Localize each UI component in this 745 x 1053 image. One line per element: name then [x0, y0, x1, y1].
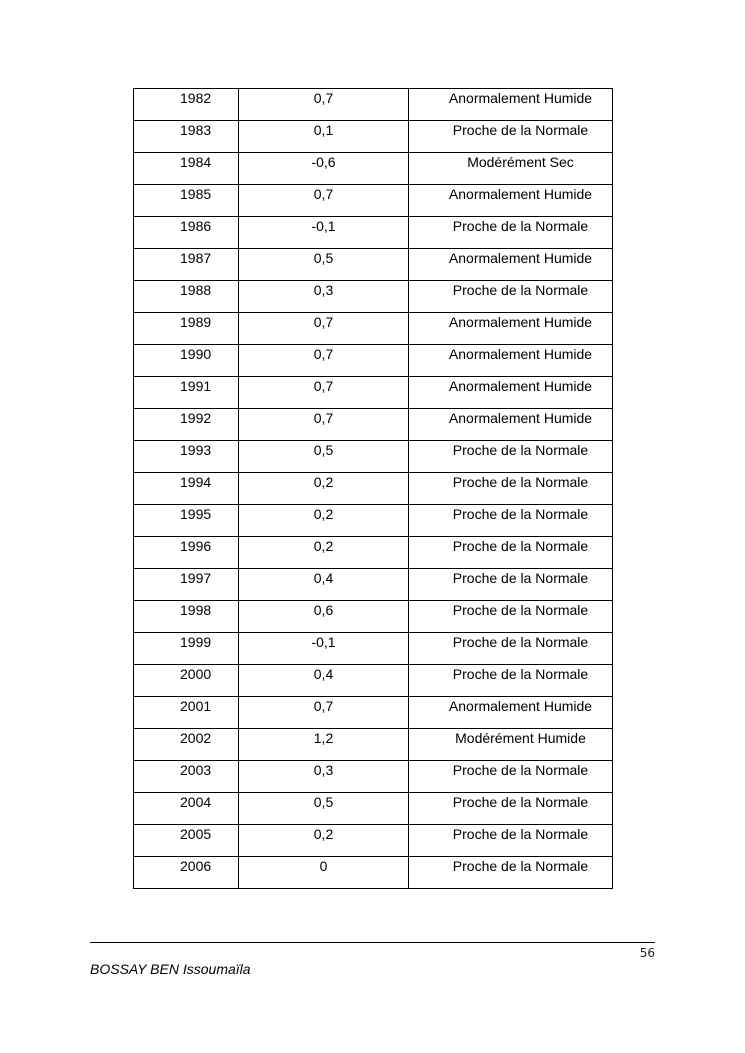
- classification-cell: [409, 601, 613, 633]
- footer-rule: [90, 942, 655, 943]
- table-row: [134, 761, 613, 793]
- year-cell-text: 1996: [180, 538, 212, 554]
- value-cell-text: 0,2: [313, 538, 334, 554]
- value-cell: [239, 601, 409, 633]
- classification-cell-text: Anormalement Humide: [448, 250, 593, 266]
- table-body: [134, 89, 613, 889]
- value-cell: [239, 121, 409, 153]
- value-cell: [239, 409, 409, 441]
- table-row: [134, 345, 613, 377]
- year-cell-text: 1984: [180, 154, 212, 170]
- table-row: [134, 249, 613, 281]
- table-row: [134, 697, 613, 729]
- value-cell-text: 0,4: [313, 570, 334, 586]
- year-cell: [134, 697, 239, 729]
- classification-cell-text: Proche de la Normale: [452, 762, 589, 778]
- classification-cell-text: Proche de la Normale: [452, 858, 589, 874]
- year-cell-text: 2004: [180, 794, 212, 810]
- year-cell-text: 1995: [180, 506, 212, 522]
- year-cell: [134, 409, 239, 441]
- table-row: [134, 409, 613, 441]
- table-row: [134, 505, 613, 537]
- year-cell-text: 1997: [180, 570, 212, 586]
- table-row: [134, 121, 613, 153]
- value-cell: [239, 441, 409, 473]
- year-cell: [134, 89, 239, 121]
- classification-cell: [409, 857, 613, 889]
- classification-cell-text: Anormalement Humide: [448, 90, 593, 106]
- value-cell: [239, 825, 409, 857]
- table-row: [134, 537, 613, 569]
- year-cell: [134, 761, 239, 793]
- classification-cell: [409, 313, 613, 345]
- classification-cell: [409, 825, 613, 857]
- classification-cell-text: Anormalement Humide: [448, 410, 593, 426]
- year-cell: [134, 473, 239, 505]
- year-cell-text: 1994: [180, 474, 212, 490]
- value-cell-text: 0,5: [313, 442, 334, 458]
- classification-cell: [409, 121, 613, 153]
- value-cell-text: 0,6: [313, 602, 334, 618]
- classification-cell: [409, 185, 613, 217]
- value-cell: [239, 313, 409, 345]
- value-cell: [239, 857, 409, 889]
- classification-cell: [409, 473, 613, 505]
- classification-cell-text: Proche de la Normale: [452, 826, 589, 842]
- classification-cell: [409, 409, 613, 441]
- classification-cell-text: Proche de la Normale: [452, 442, 589, 458]
- page-number: 56: [639, 946, 655, 960]
- year-cell-text: 2001: [180, 698, 212, 714]
- value-cell-text: 0,7: [313, 346, 334, 362]
- value-cell: [239, 281, 409, 313]
- classification-cell: [409, 537, 613, 569]
- year-cell-text: 2003: [180, 762, 212, 778]
- spi-table: [133, 88, 613, 889]
- footer-author: BOSSAY BEN Issoumaïla: [90, 961, 251, 977]
- classification-cell: [409, 217, 613, 249]
- table-row: [134, 857, 613, 889]
- value-cell: [239, 665, 409, 697]
- table-row: [134, 89, 613, 121]
- classification-cell: [409, 249, 613, 281]
- value-cell: [239, 569, 409, 601]
- classification-cell-text: Anormalement Humide: [448, 314, 593, 330]
- value-cell: [239, 633, 409, 665]
- classification-cell-text: Modérément Sec: [467, 154, 574, 170]
- year-cell: [134, 601, 239, 633]
- classification-cell: [409, 761, 613, 793]
- value-cell: [239, 249, 409, 281]
- value-cell: [239, 473, 409, 505]
- value-cell-text: 0,7: [313, 314, 334, 330]
- classification-cell-text: Proche de la Normale: [452, 474, 589, 490]
- classification-cell: [409, 793, 613, 825]
- value-cell-text: 0,2: [313, 474, 334, 490]
- year-cell: [134, 441, 239, 473]
- value-cell: [239, 793, 409, 825]
- table-row: [134, 601, 613, 633]
- value-cell-text: 0,7: [313, 186, 334, 202]
- value-cell: [239, 377, 409, 409]
- year-cell-text: 1986: [180, 218, 212, 234]
- classification-cell: [409, 633, 613, 665]
- value-cell: [239, 537, 409, 569]
- classification-cell-text: Modérément Humide: [455, 730, 586, 746]
- classification-cell-text: Anormalement Humide: [448, 186, 593, 202]
- classification-cell: [409, 697, 613, 729]
- year-cell-text: 1985: [180, 186, 212, 202]
- year-cell-text: 1993: [180, 442, 212, 458]
- year-cell: [134, 153, 239, 185]
- year-cell-text: 2000: [180, 666, 212, 682]
- year-cell: [134, 505, 239, 537]
- value-cell-text: 0,2: [313, 826, 334, 842]
- table-row: [134, 377, 613, 409]
- table-row: [134, 569, 613, 601]
- table-row: [134, 473, 613, 505]
- value-cell-text: 0,5: [313, 794, 334, 810]
- year-cell-text: 2006: [180, 858, 212, 874]
- value-cell: [239, 153, 409, 185]
- classification-cell-text: Proche de la Normale: [452, 570, 589, 586]
- value-cell-text: -0,1: [311, 218, 336, 234]
- table-row: [134, 313, 613, 345]
- year-cell: [134, 377, 239, 409]
- value-cell: [239, 761, 409, 793]
- table-row: [134, 729, 613, 761]
- table-row: [134, 665, 613, 697]
- year-cell-text: 2005: [180, 826, 212, 842]
- year-cell-text: 1990: [180, 346, 212, 362]
- classification-cell: [409, 441, 613, 473]
- table-row: [134, 793, 613, 825]
- value-cell-text: 0,7: [313, 410, 334, 426]
- value-cell-text: 0,1: [313, 122, 334, 138]
- table-row: [134, 217, 613, 249]
- value-cell: [239, 729, 409, 761]
- classification-cell: [409, 377, 613, 409]
- year-cell: [134, 665, 239, 697]
- year-cell: [134, 857, 239, 889]
- year-cell: [134, 569, 239, 601]
- value-cell-text: 0,7: [313, 698, 334, 714]
- table-row: [134, 825, 613, 857]
- classification-cell: [409, 345, 613, 377]
- classification-cell-text: Proche de la Normale: [452, 122, 589, 138]
- classification-cell-text: Proche de la Normale: [452, 666, 589, 682]
- table-row: [134, 633, 613, 665]
- year-cell-text: 1982: [180, 90, 212, 106]
- value-cell: [239, 185, 409, 217]
- year-cell: [134, 121, 239, 153]
- year-cell: [134, 793, 239, 825]
- year-cell: [134, 281, 239, 313]
- value-cell-text: -0,6: [311, 154, 336, 170]
- value-cell-text: 0,3: [313, 762, 334, 778]
- value-cell-text: 0,4: [313, 666, 334, 682]
- year-cell-text: 1988: [180, 282, 212, 298]
- year-cell: [134, 249, 239, 281]
- value-cell: [239, 217, 409, 249]
- year-cell-text: 1999: [180, 634, 212, 650]
- year-cell: [134, 217, 239, 249]
- table-row: [134, 153, 613, 185]
- table-row: [134, 441, 613, 473]
- classification-cell: [409, 89, 613, 121]
- classification-cell: [409, 729, 613, 761]
- year-cell: [134, 729, 239, 761]
- year-cell-text: 1992: [180, 410, 212, 426]
- classification-cell: [409, 665, 613, 697]
- classification-cell: [409, 153, 613, 185]
- value-cell-text: -0,1: [311, 634, 336, 650]
- classification-cell-text: Proche de la Normale: [452, 506, 589, 522]
- year-cell-text: 1998: [180, 602, 212, 618]
- table-row: [134, 185, 613, 217]
- classification-cell: [409, 569, 613, 601]
- year-cell: [134, 537, 239, 569]
- year-cell: [134, 345, 239, 377]
- year-cell-text: 1983: [180, 122, 212, 138]
- classification-cell-text: Proche de la Normale: [452, 538, 589, 554]
- classification-cell-text: Anormalement Humide: [448, 346, 593, 362]
- year-cell-text: 1987: [180, 250, 212, 266]
- value-cell-text: 0: [319, 858, 328, 874]
- value-cell: [239, 505, 409, 537]
- year-cell-text: 1991: [180, 378, 212, 394]
- value-cell-text: 0,5: [313, 250, 334, 266]
- year-cell: [134, 185, 239, 217]
- year-cell: [134, 633, 239, 665]
- value-cell-text: 0,7: [313, 378, 334, 394]
- classification-cell-text: Proche de la Normale: [452, 794, 589, 810]
- classification-cell: [409, 505, 613, 537]
- classification-cell-text: Anormalement Humide: [448, 698, 593, 714]
- classification-cell-text: Anormalement Humide: [448, 378, 593, 394]
- value-cell-text: 0,2: [313, 506, 334, 522]
- value-cell-text: 0,3: [313, 282, 334, 298]
- classification-cell: [409, 281, 613, 313]
- year-cell-text: 1989: [180, 314, 212, 330]
- value-cell: [239, 345, 409, 377]
- table-row: [134, 281, 613, 313]
- value-cell-text: 1,2: [313, 730, 334, 746]
- year-cell-text: 2002: [180, 730, 212, 746]
- value-cell: [239, 89, 409, 121]
- classification-cell-text: Proche de la Normale: [452, 602, 589, 618]
- value-cell: [239, 697, 409, 729]
- classification-cell-text: Proche de la Normale: [452, 634, 589, 650]
- year-cell: [134, 825, 239, 857]
- classification-cell-text: Proche de la Normale: [452, 282, 589, 298]
- classification-cell-text: Proche de la Normale: [452, 218, 589, 234]
- year-cell: [134, 313, 239, 345]
- value-cell-text: 0,7: [313, 90, 334, 106]
